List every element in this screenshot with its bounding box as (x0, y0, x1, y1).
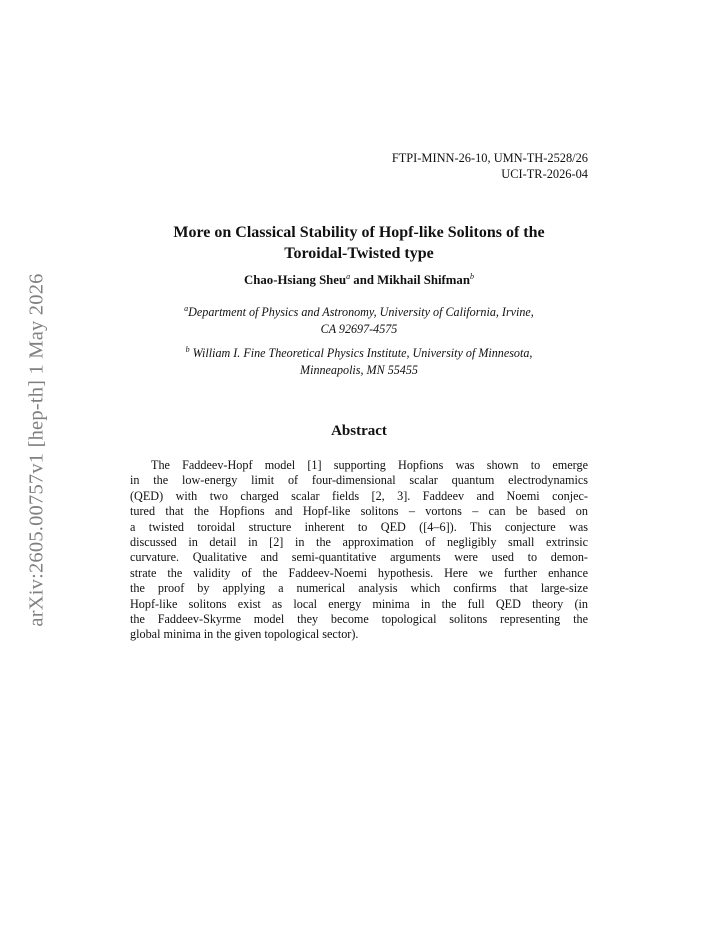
abstract-line: The Faddeev-Hopf model [1] supporting Hopfions was shown to emerge (151, 458, 588, 472)
affiliation-line (130, 345, 588, 362)
affiliation-line (130, 304, 588, 321)
affiliation-mark: b (185, 345, 190, 354)
affiliation-mark: b (469, 272, 474, 281)
affiliation-mark: a (346, 272, 351, 281)
affiliation (130, 345, 588, 379)
abstract-line: discussed in detail in [2] in the approximation of negligibly small extrinsic (130, 534, 588, 549)
affiliation-text: William I. Fine Theoretical Physics Institute, University of Minnesota, (189, 346, 533, 360)
abstract-body (130, 458, 588, 643)
abstract-line: the Faddeev-Skyrme model they become topological solitons representing the (130, 611, 588, 626)
report-number-line: FTPI-MINN-26-10, UMN-TH-2528/26 (391, 151, 588, 165)
abstract-line: the proof by applying a numerical analysis which confirms that large-size (130, 581, 588, 596)
title-line: Toroidal-Twisted type (284, 245, 434, 262)
title-line: More on Classical Stability of Hopf-like Solitons of the (173, 224, 545, 241)
abstract-line: a twisted toroidal structure inherent to QED ([4–6]). This conjecture was (130, 519, 588, 534)
abstract-line: in the low-energy limit of four-dimensional scalar quantum electrodynamics (130, 473, 588, 488)
affiliation (130, 304, 588, 338)
author-name: Mikhail Shifman (377, 273, 470, 287)
author-name: Chao-Hsiang Sheu (244, 273, 347, 287)
abstract-heading: Abstract (331, 423, 387, 439)
report-numbers (392, 150, 588, 182)
report-number-line: UCI-TR-2026-04 (501, 167, 588, 181)
affiliation-mark: a (184, 304, 189, 313)
abstract-line: curvature. Qualitative and semi-quantitative arguments were used to demon- (130, 550, 588, 565)
arxiv-identifier-stamp: arXiv:2605.00757v1 [hep-th] 1 May 2026 (25, 273, 48, 627)
affiliation-line: CA 92697-4575 (320, 322, 398, 336)
author-conjunction: and (350, 273, 378, 287)
abstract-line: global minima in the given topological sector). (130, 627, 359, 642)
paper-title (130, 222, 588, 264)
affiliation-text: Department of Physics and Astronomy, University of California, Irvine, (188, 305, 534, 319)
abstract-line: tured that the Hopfions and Hopf-like solitons – vortons – can be based on (130, 504, 588, 519)
affiliation-line: Minneapolis, MN 55455 (300, 363, 418, 377)
abstract-line: strate the validity of the Faddeev-Noemi hypothesis. Here we further enhance (130, 565, 588, 580)
abstract-line: (QED) with two charged scalar fields [2, 3]. Faddeev and Noemi conjec- (130, 488, 588, 503)
author-list (130, 272, 588, 288)
abstract-line: Hopf-like solitons exist as local energy minima in the full QED theory (in (130, 596, 588, 611)
